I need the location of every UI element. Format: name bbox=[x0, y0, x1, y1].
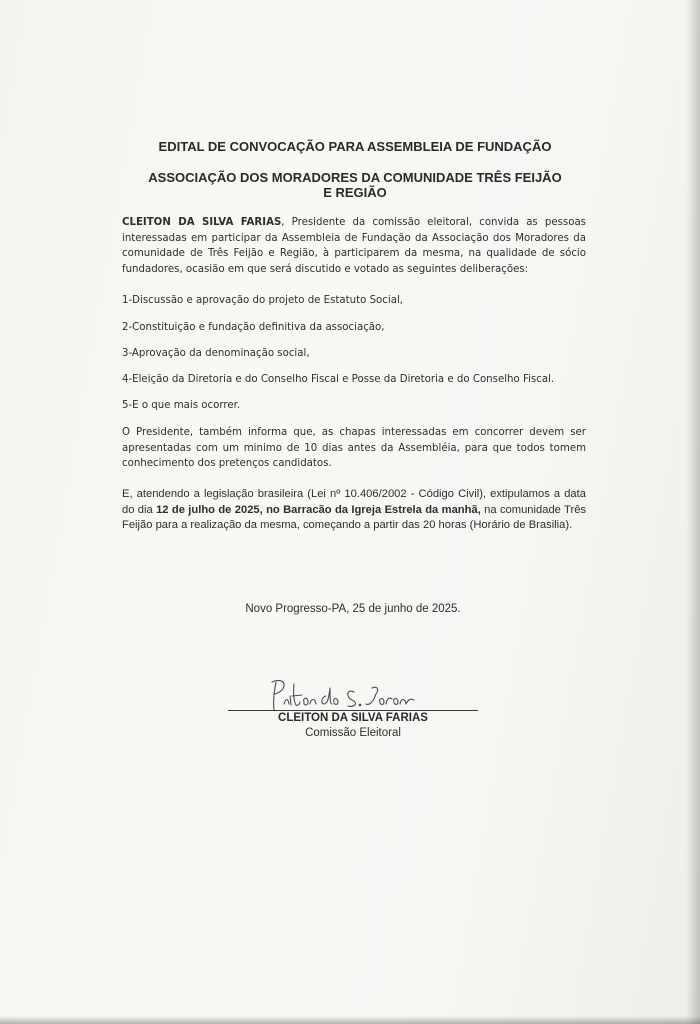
document-title: EDITAL DE CONVOCAÇÃO PARA ASSEMBLEIA DE FUNDAÇÃO bbox=[158, 139, 552, 154]
meeting-date-location: 12 de julho de 2025, no Barracão da Igreja Estrela da manhã, bbox=[156, 503, 481, 516]
signature-line bbox=[228, 710, 478, 711]
page-edge-shadow bbox=[686, 0, 700, 1024]
legal-paragraph bbox=[122, 487, 586, 534]
place-date: Novo Progresso-PA, 25 de junho de 2025. bbox=[245, 603, 461, 615]
association-name bbox=[100, 170, 610, 200]
legal-text-start: E, atendendo a legislação brasileira (Lei nº 10.406/2002 - Código Civil), extipulamos a data do dia bbox=[122, 488, 586, 516]
legal-text-end: na comunidade Três Feijão para a realização da mesma, começando a partir das 20 horas (Horário de Brasilia). bbox=[122, 503, 587, 531]
handwritten-signature bbox=[262, 674, 442, 714]
agenda-item: 5-E o que mais ocorrer. bbox=[122, 400, 241, 411]
signer-role: Comissão Eleitoral bbox=[305, 727, 401, 739]
intro-paragraph bbox=[122, 215, 586, 277]
agenda-item: 3-Aprovação da denominação social, bbox=[122, 348, 310, 359]
signer-name: CLEITON DA SILVA FARIAS bbox=[278, 712, 428, 724]
intro-name: CLEITON DA SILVA FARIAS bbox=[122, 217, 282, 228]
intro-text: , Presidente da comissão eleitoral, convida as pessoas interessadas em participar da Assembleia de Fundação da Associação dos Moradores da comunidade de Três Feijão e Região, à participarem da mesma, na qualidade de sócio fundadores, ocasião em que será discutido e votado as seguintes deliberações: bbox=[122, 217, 586, 275]
agenda-item: 1-Discussão e aprovação do projeto de Estatuto Social, bbox=[122, 295, 404, 306]
agenda-item: 2-Constituição e fundação definitiva da associação, bbox=[122, 322, 385, 333]
association-name-line1: ASSOCIAÇÃO DOS MORADORES DA COMUNIDADE TRÊS FEIJÃO bbox=[148, 170, 562, 185]
presidente-paragraph: O Presidente, também informa que, as chapas interessadas em concorrer devem ser apresentadas com um minimo de 10 dias antes da Assembléia, para que todos tomem conhecimento dos pretenços candidatos. bbox=[122, 427, 586, 469]
agenda-item: 4-Eleição da Diretoria e do Conselho Fiscal e Posse da Diretoria e do Conselho Fiscal. bbox=[122, 374, 555, 385]
association-name-line2: E REGIÃO bbox=[323, 185, 387, 200]
page-bottom-shadow bbox=[0, 1016, 700, 1024]
